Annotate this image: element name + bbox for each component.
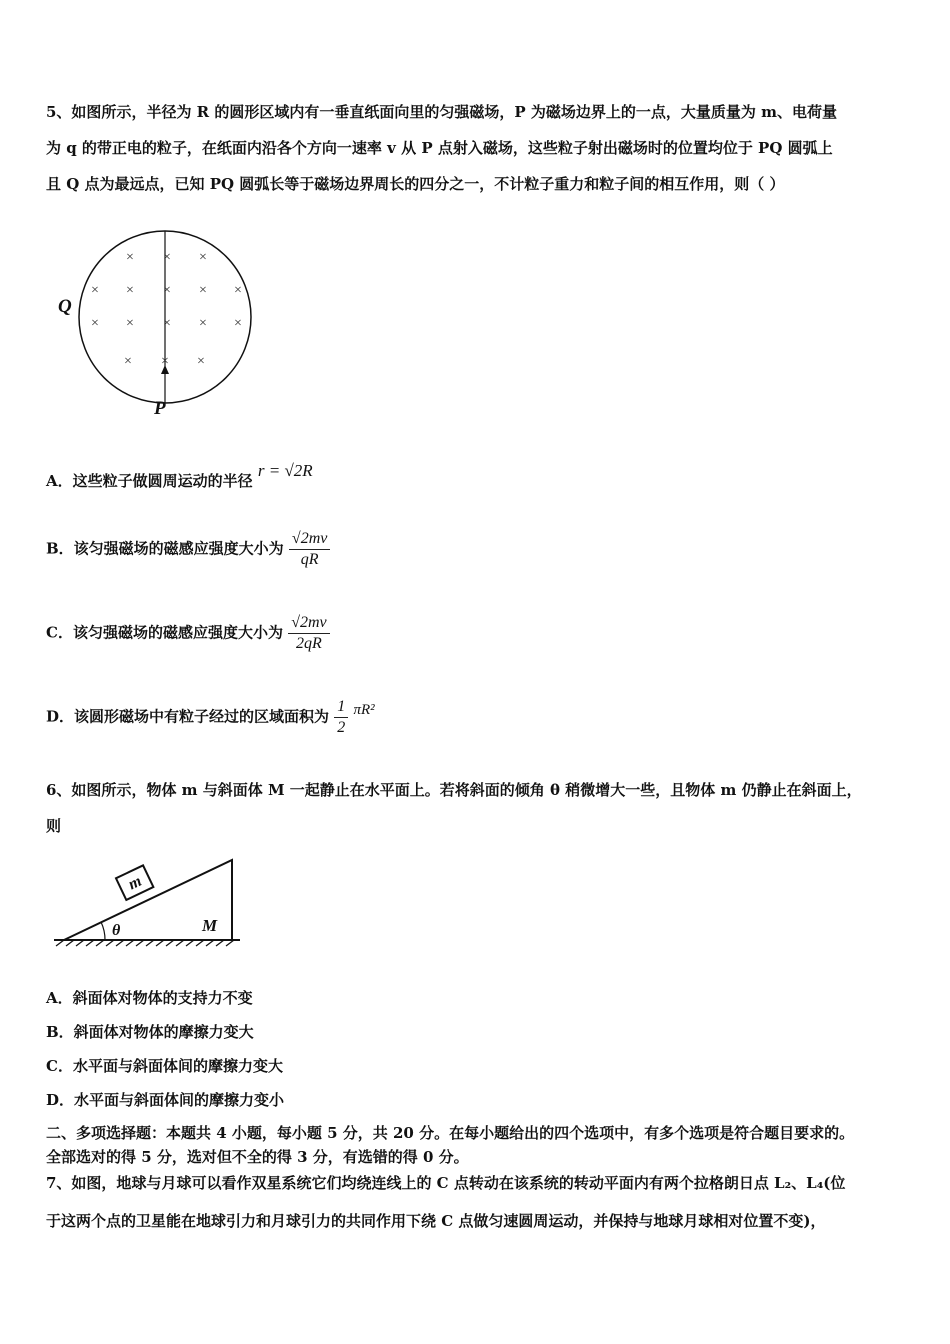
q5-option-c bbox=[46, 614, 330, 653]
field-cross: × bbox=[163, 316, 171, 331]
field-cross: × bbox=[234, 283, 242, 298]
label-q: Q bbox=[58, 296, 72, 317]
option-c-text: C．该匀强磁场的磁感应强度大小为 bbox=[46, 623, 283, 642]
q6-option-b: B．斜面体对物体的摩擦力变大 bbox=[46, 1023, 254, 1041]
option-b-text: B．该匀强磁场的磁感应强度大小为 bbox=[46, 539, 284, 558]
section-2-line-2: 全部选对的得 5 分，选对但不全的得 3 分，有选错的得 0 分。 bbox=[46, 1148, 469, 1166]
option-a-text: A．这些粒子做圆周运动的半径 bbox=[46, 472, 253, 490]
field-cross: × bbox=[126, 316, 134, 331]
q5-option-b bbox=[46, 530, 330, 569]
q6-line-1: 6、如图所示，物体 m 与斜面体 M 一起静止在水平面上。若将斜面的倾角 θ 稍微增大一些，且物体 m 仍静止在斜面上， bbox=[46, 781, 862, 799]
option-d-text: D．该圆形磁场中有粒子经过的区域面积为 bbox=[46, 707, 330, 726]
option-b-denominator: qR bbox=[300, 551, 319, 568]
q6-option-d: D．水平面与斜面体间的摩擦力变小 bbox=[46, 1091, 285, 1109]
question-6 bbox=[46, 772, 916, 844]
field-cross: × bbox=[161, 354, 169, 369]
field-cross: × bbox=[199, 316, 207, 331]
q6-line-2: 则 bbox=[46, 817, 62, 835]
q5-line-3: 且 Q 点为最远点，已知 PQ 圆弧长等于磁场边界周长的四分之一，不计粒子重力和粒子间的相互作用，则（ ） bbox=[46, 175, 785, 193]
option-a-formula: r = √2R bbox=[257, 461, 313, 480]
q5-line-1: 5、如图所示，半径为 R 的圆形区域内有一垂直纸面向里的匀强磁场，P 为磁场边界上的一点，大量质量为 m、电荷量 bbox=[46, 103, 837, 121]
option-c-numerator: √2mv bbox=[288, 614, 329, 634]
section-2-heading bbox=[46, 1121, 916, 1169]
field-cross: × bbox=[234, 316, 242, 331]
field-cross: × bbox=[197, 354, 205, 369]
field-cross: × bbox=[163, 283, 171, 298]
label-m: m bbox=[125, 872, 145, 894]
field-cross: × bbox=[126, 283, 134, 298]
option-d-denominator: 2 bbox=[337, 719, 346, 736]
option-c-denominator: 2qR bbox=[296, 635, 322, 652]
q7-line-2: 于这两个点的卫星能在地球引力和月球引力的共同作用下绕 C 点做匀速圆周运动，并保持与地球月球相对位置不变)， bbox=[46, 1212, 826, 1230]
q6-option-a: A．斜面体对物体的支持力不变 bbox=[46, 989, 253, 1007]
angle-arc bbox=[101, 922, 105, 940]
field-cross: × bbox=[91, 316, 99, 331]
option-c-fraction bbox=[288, 614, 329, 653]
option-b-fraction bbox=[289, 530, 330, 569]
label-p: P bbox=[154, 398, 166, 419]
field-cross: × bbox=[199, 283, 207, 298]
q5-magnetic-field-figure bbox=[50, 222, 260, 422]
option-b-numerator: √2mv bbox=[289, 530, 330, 550]
q6-options bbox=[46, 981, 284, 1117]
field-cross: × bbox=[124, 354, 132, 369]
q5-option-d bbox=[46, 698, 375, 737]
q6-incline-figure bbox=[50, 850, 250, 960]
q5-line-2: 为 q 的带正电的粒子，在纸面内沿各个方向一速率 v 从 P 点射入磁场，这些粒子射出磁场时的位置均位于 PQ 圆弧上 bbox=[46, 139, 833, 157]
q6-option-c: C．水平面与斜面体间的摩擦力变大 bbox=[46, 1057, 283, 1075]
q5-option-a bbox=[46, 461, 313, 491]
field-cross: × bbox=[126, 250, 134, 265]
option-d-fraction bbox=[334, 698, 348, 737]
field-cross: × bbox=[163, 250, 171, 265]
label-big-m: M bbox=[202, 916, 218, 935]
question-5 bbox=[46, 94, 916, 202]
field-cross: × bbox=[199, 250, 207, 265]
option-d-numerator: 1 bbox=[334, 698, 348, 718]
field-cross: × bbox=[91, 283, 99, 298]
q7-line-1: 7、如图，地球与月球可以看作双星系统它们均绕连线上的 C 点转动在该系统的转动平面内有两个拉格朗日点 L₂、L₄(位 bbox=[46, 1174, 846, 1192]
label-theta: θ bbox=[112, 922, 121, 939]
question-7 bbox=[46, 1164, 916, 1240]
option-d-tail: πR² bbox=[353, 701, 375, 718]
section-2-line-1: 二、多项选择题：本题共 4 小题，每小题 5 分，共 20 分。在每小题给出的四个选项中，有多个选项是符合题目要求的。 bbox=[46, 1124, 855, 1142]
